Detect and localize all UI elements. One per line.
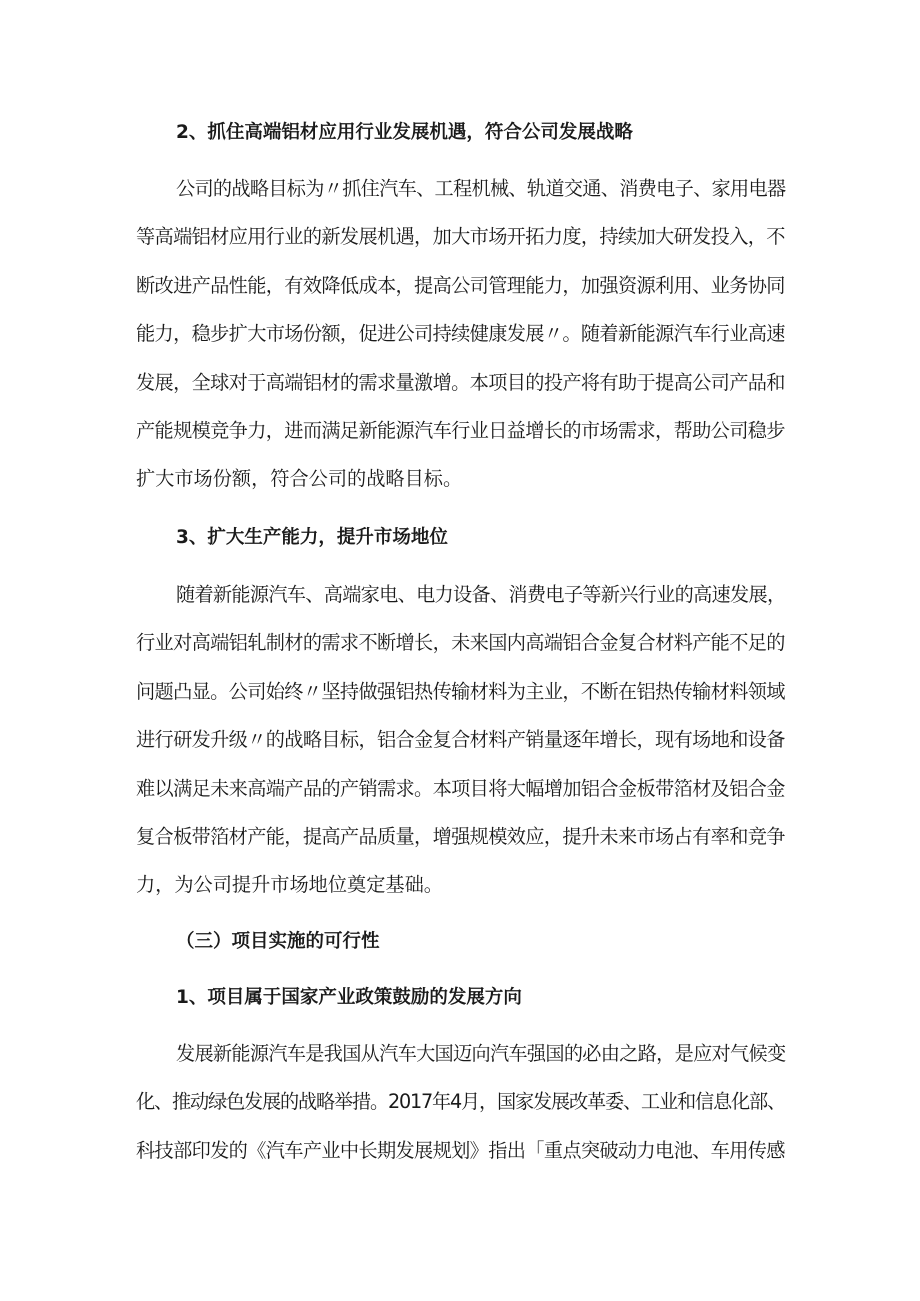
subheading-3: 3、扩大生产能力，提升市场地位 xyxy=(176,527,448,548)
text-line: 复合板带箔材产能，提高产品质量，增强规模效应，提升未来市场占有率和竞争 xyxy=(136,825,785,849)
text-line: 能力，稳步扩大市场份额，促进公司持续健康发展〃。随着新能源汽车行业高速 xyxy=(136,322,785,346)
paragraph-strategy xyxy=(136,165,786,504)
text-line: 行业对高端铝轧制材的需求不断增长，未来国内高端铝合金复合材料产能不足的 xyxy=(136,631,785,655)
text-line: 问题凸显。公司始终〃坚持做强铝热传输材料为主业，不断在铝热传输材料领域 xyxy=(136,679,785,703)
text-line: 等高端铝材应用行业的新发展机遇，加大市场开拓力度，持续加大研发投入，不 xyxy=(136,225,785,249)
text-line: 发展，全球对于高端铝材的需求量激增。本项目的投产将有助于提高公司产品和 xyxy=(136,370,785,394)
text-line: 扩大市场份额，符合公司的战略目标。 xyxy=(136,467,463,491)
paragraph-capacity xyxy=(136,571,786,910)
text-line: 产能规模竞争力，进而满足新能源汽车行业日益增长的市场需求，帮助公司稳步 xyxy=(136,419,785,443)
text-line: 公司的战略目标为〃抓住汽车、工程机械、轨道交通、消费电子、家用电器 xyxy=(176,177,786,200)
text-line: 难以满足未来高端产品的产销需求。本项目将大幅增加铝合金板带箔材及铝合金 xyxy=(136,776,785,800)
text-line: 化、推动绿色发展的战略举措。2017年4月，国家发展改革委、工业和信息化部、 xyxy=(136,1090,786,1114)
section-heading: （三）项目实施的可行性 xyxy=(176,931,380,952)
text-line: 断改进产品性能，有效降低成本，提高公司管理能力，加强资源利用、业务协同 xyxy=(136,273,785,297)
text-line: 进行研发升级〃的战略目标，铝合金复合材料产销量逐年增长，现有场地和设备 xyxy=(136,728,785,752)
subheading-2: 2、抓住高端铝材应用行业发展机遇，符合公司发展战略 xyxy=(176,122,633,143)
text-line: 发展新能源汽车是我国从汽车大国迈向汽车强国的必由之路，是应对气候变 xyxy=(176,1042,786,1065)
text-line: 科技部印发的《汽车产业中长期发展规划》指出「重点突破动力电池、车用传感 xyxy=(136,1138,785,1162)
text-line: 随着新能源汽车、高端家电、电力设备、消费电子等新兴行业的高速发展， xyxy=(176,583,786,606)
paragraph-policy xyxy=(136,1030,786,1175)
text-line: 力，为公司提升市场地位奠定基础。 xyxy=(136,873,443,897)
subheading-1: 1、项目属于国家产业政策鼓励的发展方向 xyxy=(176,987,522,1008)
